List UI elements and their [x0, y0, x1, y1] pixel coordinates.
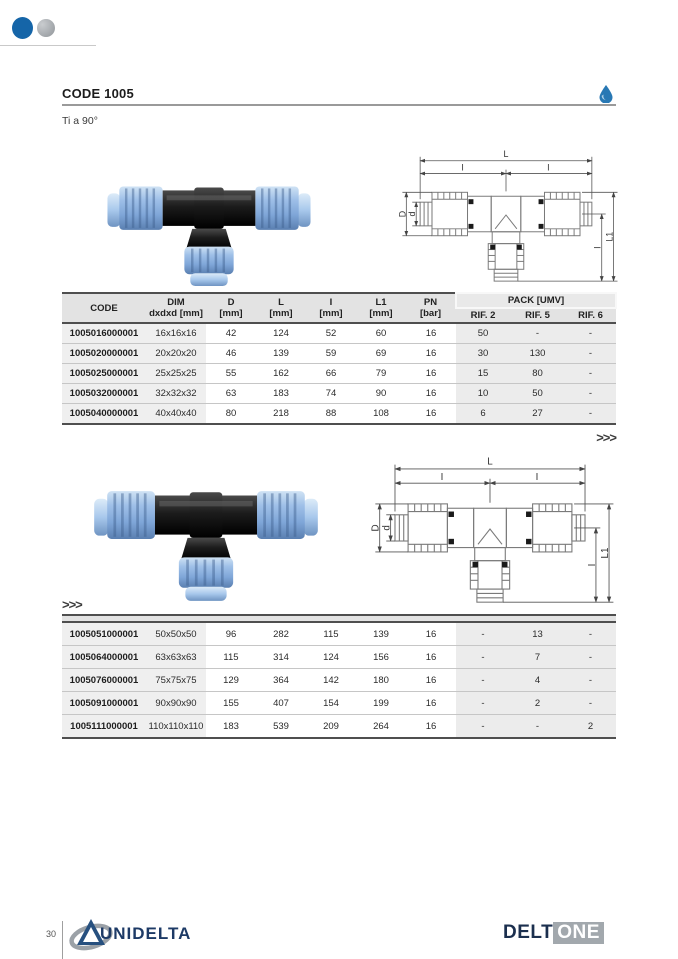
table-cell: 88	[306, 404, 356, 425]
table-cell: 209	[306, 715, 356, 739]
table-cell: 199	[356, 692, 406, 715]
table-cell: 32x32x32	[146, 384, 206, 404]
dim-label-I: I	[535, 471, 539, 483]
col-header-d-line2: [mm]	[219, 308, 243, 319]
dim-label-d: d	[381, 525, 393, 531]
col-header-i	[306, 293, 356, 323]
table-row	[62, 404, 616, 425]
table-cell: -	[565, 692, 616, 715]
table-cell: 10	[456, 384, 510, 404]
table-cell: 60	[356, 323, 406, 344]
col-header-l-line1: L	[278, 297, 284, 308]
product-photo	[103, 150, 315, 288]
table-cell: 1005040000001	[62, 404, 146, 425]
table-cell: 16	[406, 715, 456, 739]
table-cell: 156	[356, 646, 406, 669]
table-cell: -	[456, 646, 510, 669]
table-cell: 162	[256, 364, 306, 384]
continuation-marker-top: >>>	[596, 430, 616, 445]
table-cell: 183	[206, 715, 256, 739]
table-cell: 63x63x63	[146, 646, 206, 669]
page-title: CODE 1005	[62, 86, 134, 101]
dim-label-I: I	[586, 563, 598, 567]
col-header-d-line1: D	[227, 297, 235, 308]
table-cell: 79	[356, 364, 406, 384]
table-cell: 16	[406, 692, 456, 715]
table-cell: 1005025000001	[62, 364, 146, 384]
dim-label-I: I	[461, 162, 464, 173]
table-cell: 25x25x25	[146, 364, 206, 384]
table-cell: 282	[256, 622, 306, 646]
table-cell: 130	[510, 344, 565, 364]
col-header-code: CODE	[62, 293, 146, 323]
col-header-pn	[406, 293, 456, 323]
halftone-dot-mark	[37, 19, 55, 37]
table-cell: 16	[406, 622, 456, 646]
table-cell: -	[565, 384, 616, 404]
table-cell: 96	[206, 622, 256, 646]
table-cell: 183	[256, 384, 306, 404]
table-cell: 154	[306, 692, 356, 715]
table-row	[62, 622, 616, 646]
table-cell: 218	[256, 404, 306, 425]
table-cell: 40x40x40	[146, 404, 206, 425]
table-cell: -	[510, 323, 565, 344]
table-cell: -	[565, 364, 616, 384]
table-cell: 407	[256, 692, 306, 715]
table-cell: 75x75x75	[146, 669, 206, 692]
table-cell: 50x50x50	[146, 622, 206, 646]
col-header-l1-line1: L1	[375, 297, 387, 308]
table-cell: -	[456, 715, 510, 739]
col-header-i-line2: [mm]	[319, 308, 343, 319]
table-cell: 63	[206, 384, 256, 404]
table-cell: 110x110x110	[146, 715, 206, 739]
table-cell: 80	[510, 364, 565, 384]
table-cell: 1005020000001	[62, 344, 146, 364]
table-cell: 16x16x16	[146, 323, 206, 344]
table-cell: 364	[256, 669, 306, 692]
technical-drawing	[360, 446, 620, 612]
table-cell: 55	[206, 364, 256, 384]
table-row	[62, 692, 616, 715]
spec-table-top	[62, 292, 617, 425]
table-cell: 52	[306, 323, 356, 344]
table-row	[62, 323, 616, 344]
product-subtitle: Ti a 90°	[62, 115, 98, 127]
table-cell: 90	[356, 384, 406, 404]
deltone-logo-part1: DELT	[503, 922, 554, 943]
technical-drawing	[392, 140, 620, 290]
corner-divider	[0, 45, 96, 46]
table-cell: 1005032000001	[62, 384, 146, 404]
table-header-strip	[62, 615, 616, 622]
table-cell: 124	[306, 646, 356, 669]
blue-dot-mark	[12, 17, 33, 39]
table-cell: 42	[206, 323, 256, 344]
table-cell: 46	[206, 344, 256, 364]
table-cell: 129	[206, 669, 256, 692]
dim-label-L1: L1	[604, 231, 615, 242]
table-cell: 314	[256, 646, 306, 669]
table-cell: 66	[306, 364, 356, 384]
table-cell: 16	[406, 646, 456, 669]
dim-label-I: I	[547, 162, 550, 173]
table-cell: 74	[306, 384, 356, 404]
deltone-logo	[503, 922, 604, 944]
table-cell: 2	[565, 715, 616, 739]
dim-label-D: D	[397, 210, 408, 218]
table-cell: 27	[510, 404, 565, 425]
footer-divider	[62, 921, 63, 959]
table-cell: 7	[510, 646, 565, 669]
dim-label-L: L	[487, 456, 493, 468]
table-cell: -	[565, 622, 616, 646]
table-cell: 6	[456, 404, 510, 425]
col-header-pn-line1: PN	[423, 297, 438, 308]
water-drop-icon	[599, 85, 613, 103]
unidelta-logo-text: UNIDELTA	[100, 924, 192, 943]
table-row	[62, 384, 616, 404]
title-divider	[62, 104, 616, 106]
table-row	[62, 344, 616, 364]
table-cell: 69	[356, 344, 406, 364]
table-cell: 139	[256, 344, 306, 364]
dim-label-D: D	[370, 524, 382, 532]
col-header-pn-line2: [bar]	[419, 308, 442, 319]
dim-label-I: I	[592, 246, 603, 249]
table-cell: -	[510, 715, 565, 739]
table-cell: 15	[456, 364, 510, 384]
spec-table-bottom	[62, 614, 616, 739]
table-cell: 16	[406, 364, 456, 384]
table-cell: 16	[406, 669, 456, 692]
unidelta-logo	[68, 916, 191, 952]
table-cell: -	[565, 669, 616, 692]
col-header-dim	[146, 293, 206, 323]
table-cell: -	[456, 669, 510, 692]
col-header-l1	[356, 293, 406, 323]
table-cell: 115	[306, 622, 356, 646]
col-header-l-line2: [mm]	[269, 308, 293, 319]
table-cell: 20x20x20	[146, 344, 206, 364]
table-row	[62, 646, 616, 669]
table-cell: 142	[306, 669, 356, 692]
table-cell: 50	[510, 384, 565, 404]
table-cell: 180	[356, 669, 406, 692]
table-row	[62, 364, 616, 384]
col-header-d	[206, 293, 256, 323]
table-row	[62, 715, 616, 739]
deltone-logo-part2: ONE	[553, 922, 604, 944]
col-header-rif6: RIF. 6	[565, 308, 616, 323]
table-cell: 80	[206, 404, 256, 425]
col-header-dim-line2: dxdxd [mm]	[149, 308, 203, 319]
table-cell: -	[456, 622, 510, 646]
continuation-marker-bottom: >>>	[62, 597, 82, 612]
table-cell: 50	[456, 323, 510, 344]
table-cell: 115	[206, 646, 256, 669]
table-cell: 1005016000001	[62, 323, 146, 344]
table-cell: 30	[456, 344, 510, 364]
table-cell: 16	[406, 384, 456, 404]
table-cell: 1005051000001	[62, 622, 146, 646]
col-header-i-line1: I	[329, 297, 333, 308]
dim-label-L1: L1	[599, 547, 611, 559]
table-cell: 2	[510, 692, 565, 715]
table-cell: 108	[356, 404, 406, 425]
table-cell: 13	[510, 622, 565, 646]
table-cell: 16	[406, 404, 456, 425]
table-cell: -	[565, 344, 616, 364]
col-header-rif2: RIF. 2	[456, 308, 510, 323]
page-number: 30	[46, 929, 57, 939]
table-cell: 139	[356, 622, 406, 646]
table-cell: 1005111000001	[62, 715, 146, 739]
col-header-l1-line2: [mm]	[369, 308, 393, 319]
dim-label-I: I	[440, 471, 444, 483]
table-cell: 1005064000001	[62, 646, 146, 669]
table-cell: 539	[256, 715, 306, 739]
table-cell: -	[456, 692, 510, 715]
dim-label-L: L	[503, 148, 509, 159]
table-cell: 90x90x90	[146, 692, 206, 715]
product-photo	[92, 448, 320, 606]
table-cell: 264	[356, 715, 406, 739]
dim-label-d: d	[407, 211, 418, 217]
table-cell: 4	[510, 669, 565, 692]
col-header-rif5: RIF. 5	[510, 308, 565, 323]
table-cell: 16	[406, 323, 456, 344]
col-header-pack: PACK [UMV]	[456, 293, 616, 308]
table-cell: 1005091000001	[62, 692, 146, 715]
table-cell: -	[565, 323, 616, 344]
table-cell: -	[565, 646, 616, 669]
table-cell: 155	[206, 692, 256, 715]
col-header-dim-line1: DIM	[167, 297, 185, 308]
table-cell: 124	[256, 323, 306, 344]
table-cell: 1005076000001	[62, 669, 146, 692]
col-header-l	[256, 293, 306, 323]
table-cell: 16	[406, 344, 456, 364]
table-cell: -	[565, 404, 616, 425]
table-cell: 59	[306, 344, 356, 364]
table-row	[62, 669, 616, 692]
